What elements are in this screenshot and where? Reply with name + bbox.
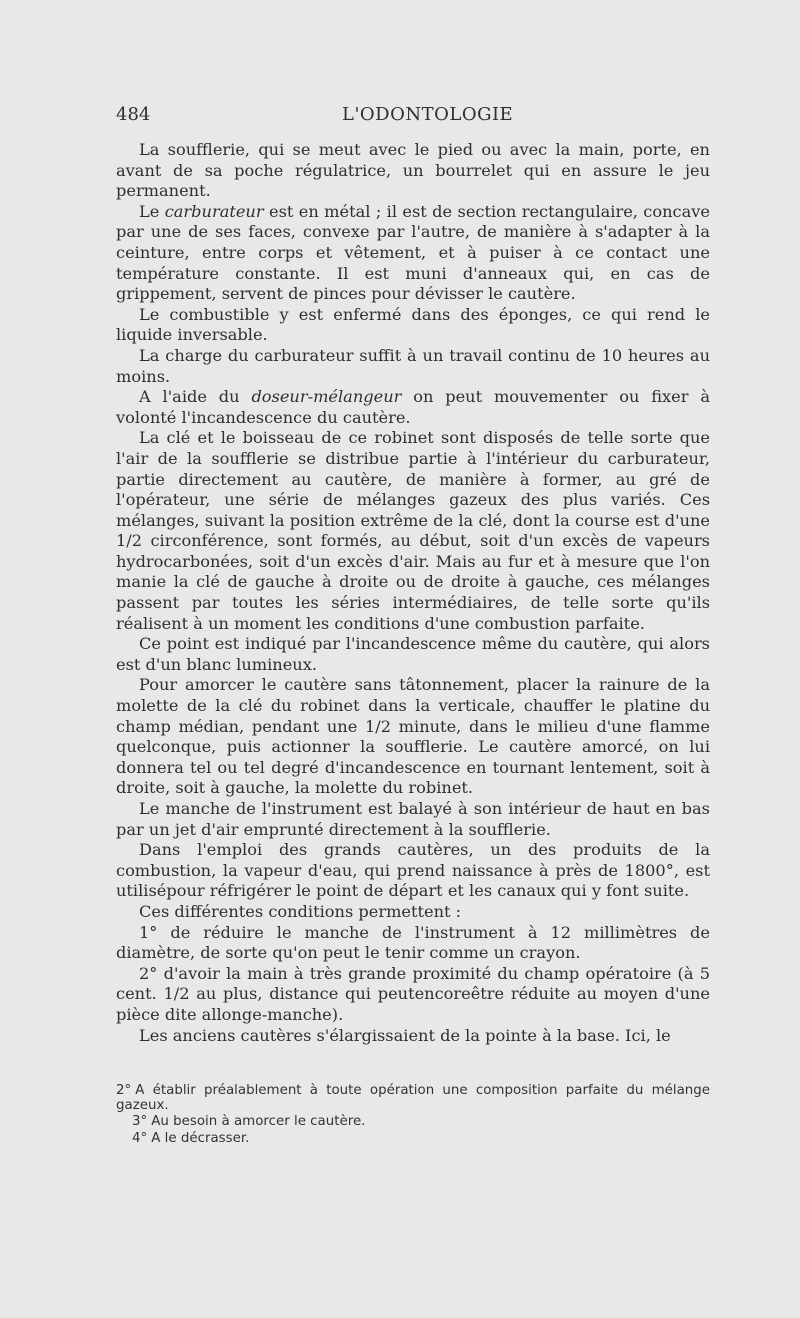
paragraph: Dans l'emploi des grands cautères, un des produits de la combustion, la vapeur d'eau, qui prend naissance à près de 1800°, est utilisépour réfrigérer le point de départ et les canaux qui y font suite. <box>116 840 710 901</box>
footnote: 4° A le décrasser. <box>132 1130 250 1146</box>
footnote: 3° Au besoin à amorcer le cautère. <box>132 1114 366 1130</box>
paragraph: Le carburateur est en métal ; il est de section rectangulaire, concave par une de ses faces, convexe par l'autre, de manière à s'adapter à la ceinture, entre corps et vêtement, et à puiser à ce contact une température constante. Il est muni d'anneaux qui, en cas de grippement, servent de pinces pour dévisser le cautère. <box>116 201 710 304</box>
paragraph: Le manche de l'instrument est balayé à son intérieur de haut en bas par un jet d'air emprunté directement à la soufflerie. <box>116 799 710 839</box>
footnotes <box>116 1083 710 1147</box>
footnote: 2° A établir préalablement à toute opération une composition parfaite du mélange gazeux. <box>116 1083 710 1114</box>
paragraph: Pour amorcer le cautère sans tâtonnement, placer la rainure de la molette de la clé du robinet dans la verticale, chauffer le platine du champ médian, pendant une 1/2 minute, dans le milieu d'une flamme quelconque, puis actionner la soufflerie. Le cautère amorcé, on lui donnera tel ou tel degré d'incandescence en tournant lentement, soit à droite, soit à gauche, la molette du robinet. <box>116 675 710 798</box>
paragraph: Ces différentes conditions permettent : <box>139 901 462 921</box>
page-header <box>116 104 710 125</box>
paragraph: Les anciens cautères s'élargissaient de la pointe à la base. Ici, le <box>139 1025 671 1045</box>
body-text <box>116 140 710 1046</box>
paragraph: La charge du carburateur suffit à un travail continu de 10 heures au moins. <box>116 345 710 386</box>
paragraph: La clé et le boisseau de ce robinet sont disposés de telle sorte que l'air de la soufflerie se distribue partie à l'intérieur du carburateur, partie directement au cautère, de manière à former, au gré de l'opérateur, une série de mélanges gazeux des plus variés. Ces mélanges, suivant la position extrême de la clé, dont la course est d'une 1/2 circonférence, sont formés, au début, soit d'un excès de vapeurs hydrocarbonées, soit d'un excès d'air. Mais au fur et à mesure que l'on manie la clé de gauche à droite ou de droite à gauche, ces mélanges passent par toutes les séries intermédiaires, de telle sorte qu'ils réalisent à un moment les conditions d'une combustion parfaite. <box>116 428 710 633</box>
paragraph: A l'aide du doseur-mélangeur on peut mouvementer ou fixer à volonté l'incandescence du cautère. <box>116 387 711 427</box>
page-number: 484 <box>116 104 151 125</box>
paragraph: 1° de réduire le manche de l'instrument à 12 millimètres de diamètre, de sorte qu'on peut le tenir comme un crayon. <box>116 922 710 963</box>
paragraph: Le combustible y est enfermé dans des éponges, ce qui rend le liquide inversable. <box>116 304 710 345</box>
paragraph: Ce point est indiqué par l'incandescence même du cautère, qui alors est d'un blanc lumineux. <box>116 634 710 674</box>
paragraph: La soufflerie, qui se meut avec le pied ou avec la main, porte, en avant de sa poche régulatrice, un bourrelet qui en assure le jeu permanent. <box>116 140 710 201</box>
paragraph: 2° d'avoir la main à très grande proximité du champ opératoire (à 5 cent. 1/2 au plus, distance qui peutencoreêtre réduite au moyen d'une pièce dite allonge-manche). <box>116 963 710 1024</box>
running-title: L'ODONTOLOGIE <box>342 104 514 125</box>
